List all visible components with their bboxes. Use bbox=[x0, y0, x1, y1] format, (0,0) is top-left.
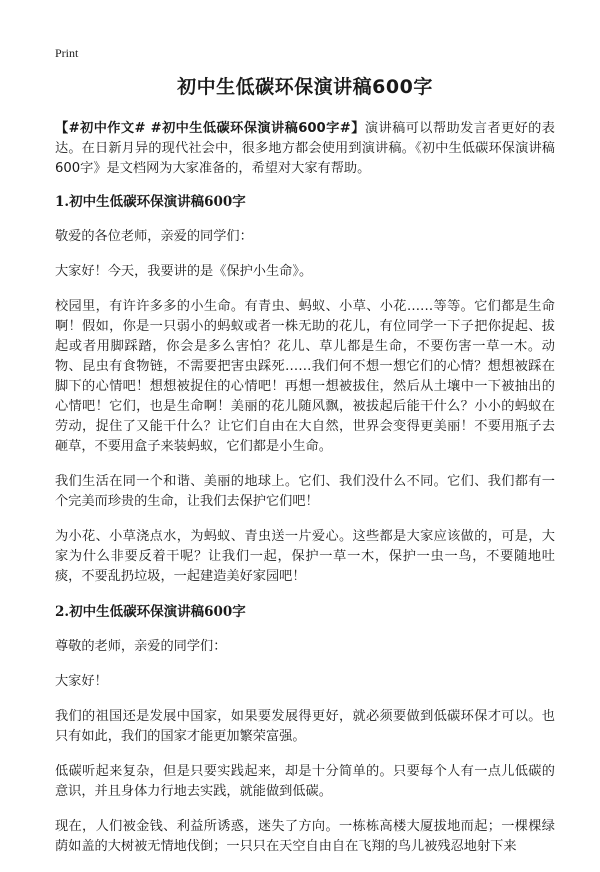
paragraph: 敬爱的各位老师，亲爱的同学们： bbox=[55, 229, 253, 244]
paragraph: 校园里，有许许多多的小生命。有青虫、蚂蚁、小草、小花……等等。它们都是生命啊！假如，你是一只弱小的蚂蚁或者一株无助的花儿，有位同学一下子把你捉起、拔起或者用脚踩踏，你会是多么害怕？花儿、草儿都是生命，不要伤害一草一木。动物、昆虫有食物链，不需要把害虫踩死……我们何不想一想它们的心情？想想被踩在脚下的心情吧！想想被捉住的心情吧！再想一想被拔住，然后从土壤中一下被抽出的心情吧！它们，也是生命啊！美丽的花儿随风飘，被拔起后能干什么？小小的蚂蚁在劳动，捉住了又能干什么？让它们自由在大自然，世界会变得更美丽！不要用瓶子去砸草，不要用盒子来装蚂蚁，它们都是小生命。 bbox=[55, 299, 555, 454]
paragraph: 现在，人们被金钱、利益所诱惑，迷失了方向。一栋栋高楼大厦拔地而起；一棵棵绿荫如盖的大树被无情地伐倒；一只只在天空自由自在飞翔的鸟儿被残忍地射下来 bbox=[55, 819, 555, 854]
section-heading-2: 2.初中生低碳环保演讲稿600字 bbox=[55, 604, 246, 620]
intro-tag: 【#初中作文# #初中生低碳环保演讲稿600字#】 bbox=[55, 121, 365, 136]
intro-text: 演讲稿可以帮助发言者更好的表达。在日新月异的现代社会中，很多地方都会使用到演讲稿。《初中生低碳环保演讲稿600字》是文档网为大家准备的，希望对大家有帮助。 bbox=[55, 121, 555, 176]
print-link[interactable]: Print bbox=[55, 46, 79, 60]
paragraph: 我们的祖国还是发展中国家，如果要发展得更好，就必须要做到低碳环保才可以。也只有如此，我们的国家才能更加繁荣富强。 bbox=[55, 709, 555, 744]
intro-paragraph bbox=[55, 119, 555, 179]
section-heading-1: 1.初中生低碳环保演讲稿600字 bbox=[55, 194, 246, 210]
paragraph: 大家好！今天，我要讲的是《保护小生命》。 bbox=[55, 264, 313, 279]
paragraph: 大家好！ bbox=[55, 674, 108, 689]
paragraph: 低碳听起来复杂，但是只要实践起来，却是十分简单的。只要每个人有一点儿低碳的意识，并且身体力行地去实践，就能做到低碳。 bbox=[55, 764, 555, 799]
page-title: 初中生低碳环保演讲稿600字 bbox=[177, 76, 433, 98]
paragraph: 尊敬的老师，亲爱的同学们： bbox=[55, 639, 227, 654]
paragraph: 我们生活在同一个和谐、美丽的地球上。它们、我们没什么不同。它们、我们都有一个完美而珍贵的生命，让我们去保护它们吧！ bbox=[55, 474, 555, 509]
document-body bbox=[55, 72, 555, 872]
paragraph: 为小花、小草浇点水，为蚂蚁、青虫送一片爱心。这些都是大家应该做的，可是，大家为什么非要反着干呢？让我们一起，保护一草一木，保护一虫一鸟，不要随地吐痰，不要乱扔垃圾，一起建造美好家园吧！ bbox=[55, 529, 555, 584]
